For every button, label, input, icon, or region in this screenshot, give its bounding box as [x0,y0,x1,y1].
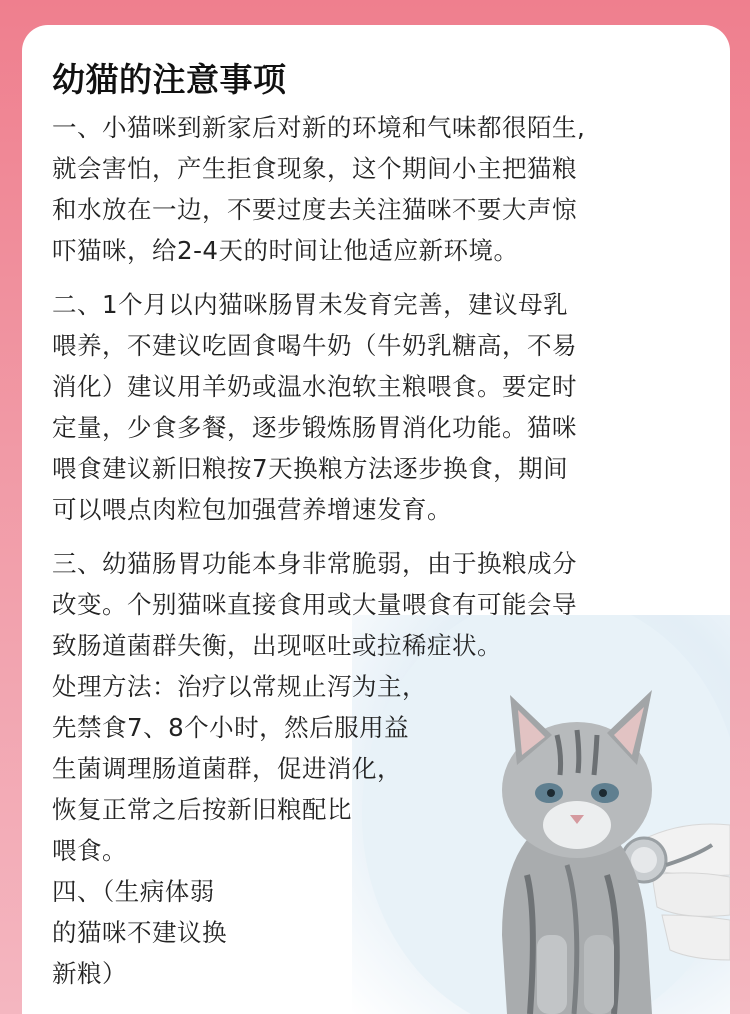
paragraph-1 [52,107,712,271]
text-line: 恢复正常之后按新旧粮配比 [52,795,352,824]
paragraph-3 [52,543,712,994]
text-line: 三、幼猫肠胃功能本身非常脆弱，由于换粮成分 [52,549,577,578]
page-title: 幼猫的注意事项 [52,60,287,99]
text-line: 吓猫咪，给2-4天的时间让他适应新环境。 [52,236,519,265]
text-line: 改变。个别猫咪直接食用或大量喂食有可能会导 [52,590,577,619]
article-content [52,55,712,994]
text-line: 和水放在一边，不要过度去关注猫咪不要大声惊 [52,195,577,224]
text-line: 可以喂点肉粒包加强营养增速发育。 [52,495,452,524]
text-line: 定量，少食多餐，逐步锻炼肠胃消化功能。猫咪 [52,413,577,442]
text-line: 致肠道菌群失衡，出现呕吐或拉稀症状。 [52,631,502,660]
text-line: 生菌调理肠道菌群，促进消化， [52,754,402,783]
text-line: 就会害怕，产生拒食现象，这个期间小主把猫粮 [52,154,577,183]
text-line: 消化）建议用羊奶或温水泡软主粮喂食。要定时 [52,372,577,401]
text-line: 喂养，不建议吃固食喝牛奶（牛奶乳糖高，不易 [52,331,577,360]
text-line: 一、小猫咪到新家后对新的环境和气味都很陌生, [52,113,586,142]
text-line: 四、（生病体弱 [52,877,215,906]
text-line: 喂食。 [52,836,127,865]
text-line: 处理方法：治疗以常规止泻为主， [52,672,427,701]
text-line: 新粮） [52,959,127,988]
text-line: 先禁食7、8个小时，然后服用益 [52,713,410,742]
paragraph-2 [52,284,712,530]
article-card [22,25,730,1014]
text-line: 喂食建议新旧粮按7天换粮方法逐步换食，期间 [52,454,569,483]
text-line: 的猫咪不建议换 [52,918,227,947]
text-line: 二、1个月以内猫咪肠胃未发育完善，建议母乳 [52,290,569,319]
